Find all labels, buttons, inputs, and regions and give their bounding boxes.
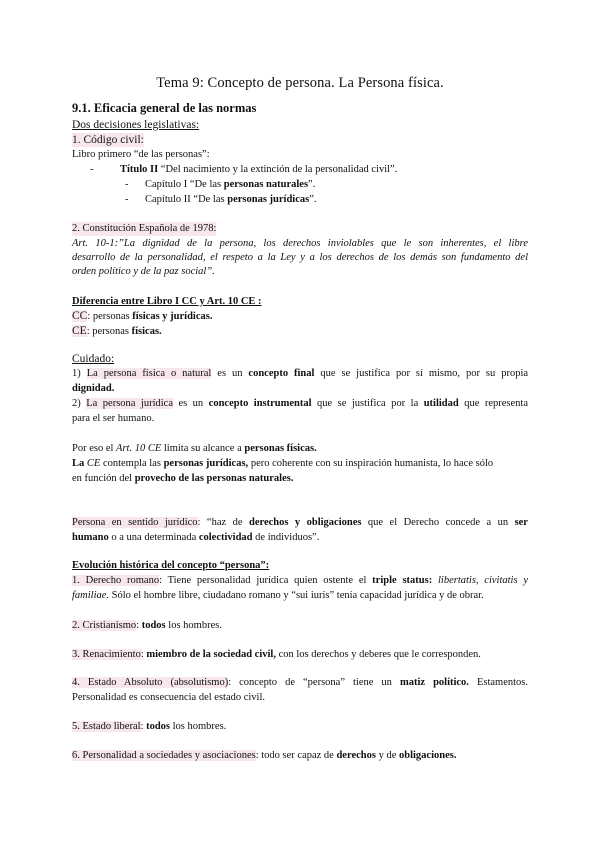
evolucion-6-line bbox=[72, 749, 456, 763]
porello-line-3 bbox=[72, 472, 293, 486]
page-title: Tema 9: Concepto de persona. La Persona física. bbox=[156, 75, 444, 91]
sentido-l2-text-a: o a una determinada bbox=[108, 532, 199, 543]
cc-line bbox=[72, 309, 212, 324]
evolucion-2-bold: todos bbox=[141, 620, 166, 631]
cuidado-2-text-c: que se justifica por la bbox=[311, 398, 424, 409]
cuidado-1-text-a: es un bbox=[211, 368, 249, 379]
evolucion-1-line bbox=[72, 574, 528, 588]
evolucion-4-line-2: Personalidad es consecuencia del estado civil. bbox=[72, 692, 266, 703]
evolucion-3-sep: : bbox=[140, 649, 147, 660]
evolucion-4-bold: matiz político. bbox=[399, 677, 469, 688]
evolucion-2-sep: : bbox=[136, 620, 142, 631]
section-intro: Dos decisiones legislativas: bbox=[72, 119, 200, 131]
evolucion-1-bold: triple status: bbox=[372, 575, 433, 586]
evolucion-5-bold: todos bbox=[146, 721, 171, 732]
evolucion-5-sep: : bbox=[140, 721, 147, 732]
capitulo-ii-bold: personas jurídicas bbox=[227, 194, 310, 205]
evolucion-1-italic: libertatis, civitatis y bbox=[432, 575, 528, 586]
evolucion-5-highlight: 5. Estado liberal bbox=[72, 721, 141, 732]
sentido-bold-2: ser bbox=[514, 517, 528, 528]
cuidado-2-bold-2: utilidad bbox=[423, 398, 459, 409]
evolucion-4-line bbox=[72, 676, 528, 690]
cuidado-1-highlight: La persona física o natural bbox=[86, 368, 212, 379]
bullet-dash: - bbox=[125, 179, 129, 190]
codigo-civil-label: 1. Código civil: bbox=[72, 134, 144, 146]
capitulo-ii-line bbox=[125, 193, 317, 207]
cuidado-2-highlight: La persona jurídica bbox=[86, 398, 173, 409]
constitucion-label: 2. Constitución Española de 1978: bbox=[72, 223, 217, 234]
section-heading: 9.1. Eficacia general de las normas bbox=[72, 101, 257, 115]
cuidado-2-line-2: para el ser humano. bbox=[72, 413, 155, 424]
cuidado-1-bold: concepto final bbox=[248, 368, 315, 379]
evolucion-6-bold-1: derechos bbox=[336, 750, 376, 761]
porello-l2-text-a: contempla las bbox=[100, 458, 164, 469]
ce-text: : personas bbox=[86, 326, 132, 337]
ce-bold: físicas. bbox=[131, 326, 162, 337]
cuidado-2-num: 2) bbox=[72, 398, 87, 409]
evolucion-1-line-2 bbox=[72, 589, 484, 603]
cuidado-2-text-a: es un bbox=[172, 398, 209, 409]
porello-l3-text: en función del bbox=[72, 473, 135, 484]
evolucion-5-text: los hombres. bbox=[170, 721, 227, 732]
art10-line-2 bbox=[72, 251, 528, 265]
porello-l2-text-c: pero coherente con su inspiración humanista, lo hace sólo bbox=[248, 458, 494, 469]
evolucion-6-text-a: : todo ser capaz de bbox=[255, 750, 337, 761]
cuidado-1-line bbox=[72, 367, 528, 381]
cuidado-2-line bbox=[72, 397, 528, 411]
ce-label: CE bbox=[72, 325, 87, 337]
evolucion-3-line bbox=[72, 648, 481, 662]
cc-label: CC bbox=[72, 310, 88, 322]
art10-text-2: desarrollo de la personalidad, el respeto a la Ley y a los derechos de los demás son fundamento del bbox=[72, 252, 528, 263]
porello-bold: personas físicas. bbox=[244, 443, 317, 454]
sentido-text-c: que el Derecho concede a un bbox=[361, 517, 515, 528]
cuidado-2-text-d: que representa bbox=[458, 398, 528, 409]
sentido-line-2 bbox=[72, 531, 319, 545]
evolucion-heading bbox=[72, 559, 269, 573]
porello-line-2 bbox=[72, 457, 493, 471]
evolucion-1-l2-italic: familiae. bbox=[72, 590, 110, 601]
diferencia-heading-text: Diferencia entre Libro I CC y Art. 10 CE : bbox=[72, 296, 262, 307]
bullet-dash: - bbox=[90, 164, 94, 175]
sentido-l2-text-c: de individuos”. bbox=[252, 532, 320, 543]
porello-l2-italic: CE bbox=[86, 458, 101, 469]
ce-line bbox=[72, 324, 162, 339]
cuidado-heading: Cuidado: bbox=[72, 353, 115, 365]
porello-italic: Art. 10 CE bbox=[116, 443, 162, 454]
porello-l3-bold: provecho de las personas naturales. bbox=[134, 473, 294, 484]
cuidado-1-bold-2: dignidad. bbox=[72, 383, 115, 394]
sentido-highlight: Persona en sentido jurídico bbox=[72, 517, 198, 528]
art10-line-3 bbox=[72, 265, 215, 279]
evolucion-6-bold-2: obligaciones. bbox=[398, 750, 457, 761]
capitulo-i-text: Capítulo I “De las bbox=[145, 179, 224, 190]
cc-bold: físicas y jurídicas. bbox=[132, 311, 213, 322]
cc-text: : personas bbox=[87, 311, 133, 322]
evolucion-3-highlight: 3. Renacimiento bbox=[72, 649, 141, 660]
porello-line-1 bbox=[72, 442, 317, 456]
evolucion-4-text-c: Estamentos. bbox=[468, 677, 528, 688]
evolucion-4-text-a: : concepto de “persona” tiene un bbox=[228, 677, 400, 688]
capitulo-i-bold: personas naturales bbox=[223, 179, 309, 190]
cuidado-1-line-2 bbox=[72, 382, 114, 396]
evolucion-2-highlight: 2. Cristianismo bbox=[72, 620, 137, 631]
capitulo-i-line bbox=[125, 178, 316, 192]
capitulo-ii-end: ”. bbox=[309, 194, 317, 205]
titulo-ii-line bbox=[90, 163, 398, 177]
porello-l2-bold: La bbox=[72, 458, 87, 469]
titulo-ii-text: “Del nacimiento y la extinción de la personalidad civil”. bbox=[158, 164, 398, 175]
evolucion-3-text: con los derechos y deberes que le corresponden. bbox=[275, 649, 481, 660]
evolucion-4-highlight: 4. Estado Absoluto (absolutismo) bbox=[72, 677, 229, 688]
art10-text-3: orden político y de la paz social”. bbox=[72, 266, 215, 277]
porello-text-b: limita su alcance a bbox=[161, 443, 245, 454]
libro-primero: Libro primero “de las personas”: bbox=[72, 149, 210, 160]
sentido-line-1 bbox=[72, 516, 528, 530]
evolucion-3-bold: miembro de la sociedad civil, bbox=[146, 649, 276, 660]
evolucion-2-line bbox=[72, 619, 222, 633]
cuidado-2-bold: concepto instrumental bbox=[208, 398, 312, 409]
diferencia-heading bbox=[72, 295, 262, 309]
sentido-text-a: : “haz de bbox=[197, 517, 249, 528]
art10-text-1: Art. 10-1:”La dignidad de la persona, los derechos inviolables que le son inherentes, el libre bbox=[72, 238, 528, 249]
porello-l2-bold-2: personas jurídicas, bbox=[163, 458, 249, 469]
sentido-l2-bold: humano bbox=[72, 532, 109, 543]
evolucion-1-text: : Tiene personalidad jurídica quien ostente el bbox=[159, 575, 373, 586]
capitulo-ii-text: Capítulo II “De las bbox=[145, 194, 228, 205]
evolucion-1-l2-text: Sólo el hombre libre, ciudadano romano y “sui iuris” tenía capacidad jurídica y de obrar. bbox=[109, 590, 484, 601]
porello-text-a: Por eso el bbox=[72, 443, 117, 454]
titulo-ii-bold: Título II bbox=[120, 164, 159, 175]
evolucion-6-text-c: y de bbox=[375, 750, 399, 761]
bullet-dash: - bbox=[125, 194, 129, 205]
cuidado-1-num: 1) bbox=[72, 368, 87, 379]
capitulo-i-end: ”. bbox=[308, 179, 316, 190]
sentido-bold-1: derechos y obligaciones bbox=[248, 517, 362, 528]
evolucion-heading-text: Evolución histórica del concepto “persona”: bbox=[72, 560, 270, 571]
evolucion-1-highlight: 1. Derecho romano bbox=[72, 575, 160, 586]
evolucion-6-highlight: 6. Personalidad a sociedades y asociaciones bbox=[72, 750, 256, 761]
evolucion-2-text: los hombres. bbox=[165, 620, 222, 631]
art10-line-1 bbox=[72, 237, 528, 251]
sentido-l2-bold-2: colectividad bbox=[198, 532, 253, 543]
evolucion-5-line bbox=[72, 720, 226, 734]
cuidado-1-text-c: que se justifica por sí mismo, por su propia bbox=[314, 368, 529, 379]
